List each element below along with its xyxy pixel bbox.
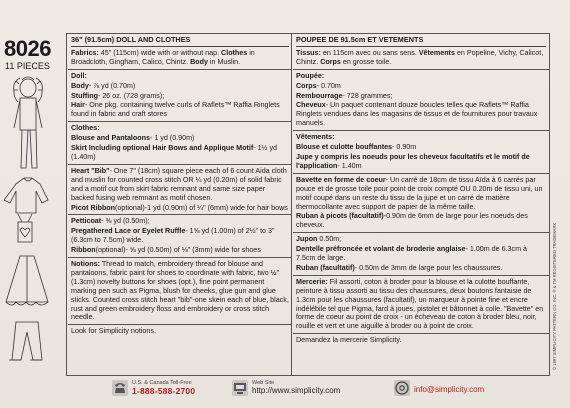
phone-contact bbox=[112, 380, 195, 396]
divider-line bbox=[293, 69, 549, 70]
body-yardage-label: Body bbox=[71, 81, 89, 90]
vetements-label: Vêtements bbox=[418, 48, 455, 57]
dentelle-label: Dentelle préfroncée et volant de broderie anglaise bbox=[296, 245, 466, 254]
corps-text: en grosse toile. bbox=[342, 57, 392, 66]
heart-bib-label: Heart "Bib" bbox=[71, 166, 110, 175]
fabrics-text: 45" (115cm) wide with or without nap. bbox=[100, 48, 220, 57]
hair-text: - One pkg. containing twelve curls of Raflets™ Raffia Ringlets found in fabric and craft stores bbox=[71, 101, 280, 119]
jupe-label: Jupe y compris les noeuds pour les cheveux facultatifs et le motif de l'application bbox=[296, 152, 530, 170]
skirt-text: - 1½ yd (1.40m) bbox=[71, 144, 278, 161]
dentelle-line bbox=[296, 245, 546, 263]
blouse-line bbox=[71, 134, 289, 143]
tissus-label: Tissus: bbox=[296, 48, 321, 57]
body-yardage-text: - ⅞ yd (0.70m) bbox=[88, 81, 136, 90]
telephone-icon bbox=[112, 380, 128, 396]
divider-line bbox=[68, 121, 292, 122]
notions-text: Thread to match, embroidery thread for blouse and pantaloons, fabric paint for shoes to coordinate with fabric, two ½" (1.3cm) novelty buttons for shoes (opt.), fine point permanent marking pen such as Pigma, blush for cheeks, glue gun and glue sticks. Counted cross stitch heart "bib"-one skein each of blue, black, rust and green embroidery floss and embroidery or cross stitch needle. bbox=[71, 260, 289, 322]
picot-label: Picot Ribbon bbox=[71, 203, 116, 212]
clothes-heading: Clothes: bbox=[71, 124, 100, 133]
clothes-text: in Broadcloth, Gingham, Calico, Chintz. bbox=[71, 48, 255, 66]
mercerie-paragraph bbox=[296, 278, 546, 331]
phone-number[interactable]: 1-888-588-2700 bbox=[132, 386, 196, 396]
mercerie-label: Mercerie: bbox=[296, 277, 328, 286]
bavette-line bbox=[296, 176, 546, 212]
notions-label: Notions: bbox=[71, 260, 100, 269]
web-label: Web Site bbox=[252, 380, 275, 386]
hair-line bbox=[71, 101, 289, 119]
cheveux-text: - Un paquet contenant douze boucles telles que Raflets™ Raffia Ringlets vendues dans les magasins de tissus et de fournitures pour travaux manuels. bbox=[296, 101, 538, 128]
blouse-fr-label: Blouse et culotte bouffantes bbox=[296, 143, 393, 152]
heart-bib-sketch bbox=[18, 214, 32, 242]
divider-line bbox=[293, 275, 549, 276]
stuffing-label: Stuffing bbox=[71, 91, 98, 100]
corps-line-label: Corps bbox=[296, 81, 317, 90]
blouse-sketch bbox=[4, 178, 48, 213]
copyright-text: © 1997 SIMPLICITY PATTERN CO. INC. ® & TM REGISTERED TRADEMARK bbox=[552, 222, 557, 370]
picot-text: (optional)-1 yd (0.90m) of ¼" (6mm) wide for hair bows bbox=[115, 203, 288, 212]
divider-line bbox=[293, 333, 549, 334]
corps-label: Corps bbox=[320, 57, 341, 66]
body-text: in Muslin. bbox=[209, 57, 241, 66]
ribbon-label: Ribbon bbox=[71, 246, 96, 255]
lace-text: - 1⅝ yd (1.00m) of 2½" to 3" (6.3cm to 7.5cm) wide. bbox=[71, 227, 275, 245]
blouse-fr-line bbox=[296, 143, 546, 152]
ruban-line bbox=[296, 264, 546, 273]
jupon-label: Jupon bbox=[296, 235, 318, 244]
divider-line bbox=[68, 69, 292, 70]
rembourrage-text: - 728 grammes; bbox=[342, 91, 393, 100]
stuffing-text: - 26 oz. (728 grams); bbox=[97, 91, 165, 100]
lace-line bbox=[71, 227, 289, 245]
jupe-text: - 1.40m bbox=[337, 161, 362, 170]
bavette-text: - Un carré de 18cm de tissu Aïda à 6 carrés par pouce et de grosse toile pour point de croix compté OU 0.20m de tissu uni, un motif coupé dans un reste du tissu de la jupe et un carré de matière thermocollante avec support de papier de la même taille. bbox=[296, 175, 543, 211]
phone-label: U.S. & Canada Toll-Free bbox=[132, 380, 192, 386]
divider-line bbox=[68, 164, 292, 165]
skirt-label: Skirt Including optional Hair Bows and Applique Motif bbox=[71, 144, 254, 153]
rembourrage-label: Rembourrage bbox=[296, 91, 343, 100]
ruban-picots-text: -0.90m de 6mm de large pour les noeuds des cheveux. bbox=[296, 212, 528, 230]
ribbon-text: (optional)- ⅝ yd (0.50m) of ⅛" (3mm) wide for shoes bbox=[95, 246, 261, 255]
cheveux-line bbox=[296, 101, 546, 128]
bavette-label: Bavette en forme de coeur bbox=[296, 175, 386, 184]
lace-label: Pregathered Lace or Eyelet Ruffle bbox=[71, 227, 186, 236]
english-heading: 36" (91.5cm) DOLL AND CLOTHES bbox=[71, 36, 289, 47]
divider-line bbox=[293, 232, 549, 233]
fabrics-label: Fabrics: bbox=[71, 48, 99, 57]
doll-heading: Doll: bbox=[71, 71, 87, 80]
copyright-vertical-text bbox=[552, 222, 560, 370]
divider-line bbox=[68, 257, 292, 258]
corps-line-text: - 0.70m bbox=[316, 81, 341, 90]
petticoat-line bbox=[71, 217, 289, 226]
garment-sketches bbox=[4, 76, 66, 376]
tissus-text: en 115cm avec ou sans sens. bbox=[322, 48, 417, 57]
pattern-id-block bbox=[0, 38, 68, 71]
look-for-notions: Look for Simplicity notions. bbox=[71, 327, 156, 336]
email-at-icon bbox=[394, 380, 410, 396]
email-contact bbox=[394, 380, 484, 396]
web-contact bbox=[232, 380, 340, 396]
body-label: Body bbox=[190, 57, 208, 66]
stuffing-line bbox=[71, 92, 289, 101]
pieces-count: 11 PIECES bbox=[5, 61, 50, 71]
dentelle-text: - 1.00m de 6.3cm à 7.5cm de large. bbox=[296, 245, 527, 263]
doll-sketch bbox=[14, 77, 43, 168]
ruban-picots-line bbox=[296, 212, 546, 230]
clothes-label: Clothes bbox=[221, 48, 248, 57]
corps-line bbox=[296, 82, 546, 91]
pantaloons-sketch bbox=[9, 322, 42, 360]
hair-label: Hair bbox=[71, 101, 85, 110]
divider-line bbox=[293, 130, 549, 131]
blouse-fr-text: - 0.90m bbox=[392, 143, 417, 152]
ruban-picots-label: Ruban à picots (facultatif) bbox=[296, 212, 384, 221]
pattern-number: 8026 bbox=[4, 36, 51, 61]
website-url[interactable]: http://www.simplicity.com bbox=[252, 386, 341, 395]
jupon-line bbox=[296, 235, 546, 244]
demandez-mercerie: Demandez la mercerie Simplicity. bbox=[296, 336, 402, 345]
divider-line bbox=[68, 324, 292, 325]
jupon-text: 0.50m; bbox=[319, 235, 342, 244]
jupe-line bbox=[296, 153, 546, 171]
english-column bbox=[71, 36, 289, 337]
vetements-heading: Vêtements: bbox=[296, 133, 335, 142]
french-heading: POUPEE DE 91.5cm ET VETEMENTS bbox=[296, 36, 546, 47]
email-address[interactable]: info@simplicity.com bbox=[414, 385, 485, 394]
fabrics-paragraph bbox=[71, 49, 289, 67]
mercerie-text: Fil assorti, coton à broder pour la blouse et la culotte bouffante, peinture à tissu assorti au tissu des chaussures, deux boutons fantaisie de 1.3cm pour les chaussures (facultatif), un marqueur à pointe fine et encre indélébile tel que Pigma, fard à joues, pistolet et bâtonnet à colle. "Bavette" en forme de coeur au point de croix - un écheveau de coton à broder bleu, noir, rouille et vert et une aiguille à broder ou à point de croix. bbox=[296, 277, 544, 331]
petticoat-label: Petticoat bbox=[71, 217, 102, 226]
poupee-heading: Poupée: bbox=[296, 71, 325, 80]
skirt-sketch bbox=[6, 256, 48, 305]
ribbon-line bbox=[71, 246, 289, 255]
tissus-paragraph bbox=[296, 49, 546, 67]
skirt-line bbox=[71, 144, 289, 162]
ruban-label: Ruban (facultatif) bbox=[296, 263, 355, 272]
ruban-text: - 0.50m de 3mm de large pour les chaussures. bbox=[354, 263, 503, 272]
body-yardage bbox=[71, 82, 289, 91]
rembourrage-line bbox=[296, 92, 546, 101]
blouse-text: - 1 yd (0.90m) bbox=[149, 134, 195, 143]
french-column bbox=[296, 36, 546, 346]
divider-line bbox=[293, 173, 549, 174]
computer-icon bbox=[232, 380, 248, 396]
cheveux-label: Cheveux bbox=[296, 101, 326, 110]
picot-line bbox=[71, 204, 289, 213]
petticoat-text: - ⅜ yd (0.50m); bbox=[101, 217, 150, 226]
notions-paragraph bbox=[71, 260, 289, 322]
blouse-label: Blouse and Pantaloons bbox=[71, 134, 150, 143]
heart-bib-line bbox=[71, 167, 289, 203]
vetements-text: en Popeline, Vichy, Calicot, Chintz. bbox=[296, 48, 544, 66]
contact-footer bbox=[112, 380, 552, 404]
heart-bib-text: - One 7" (18cm) square piece each of 6 count Aida cloth and muslin for counted cross stitch OR ¼ yd (0.20m) of solid fabric and a motif cut from skirt fabric remnant and same size paper backed fusing web remnant as motif chosen. bbox=[71, 166, 287, 202]
divider-line bbox=[68, 214, 292, 215]
